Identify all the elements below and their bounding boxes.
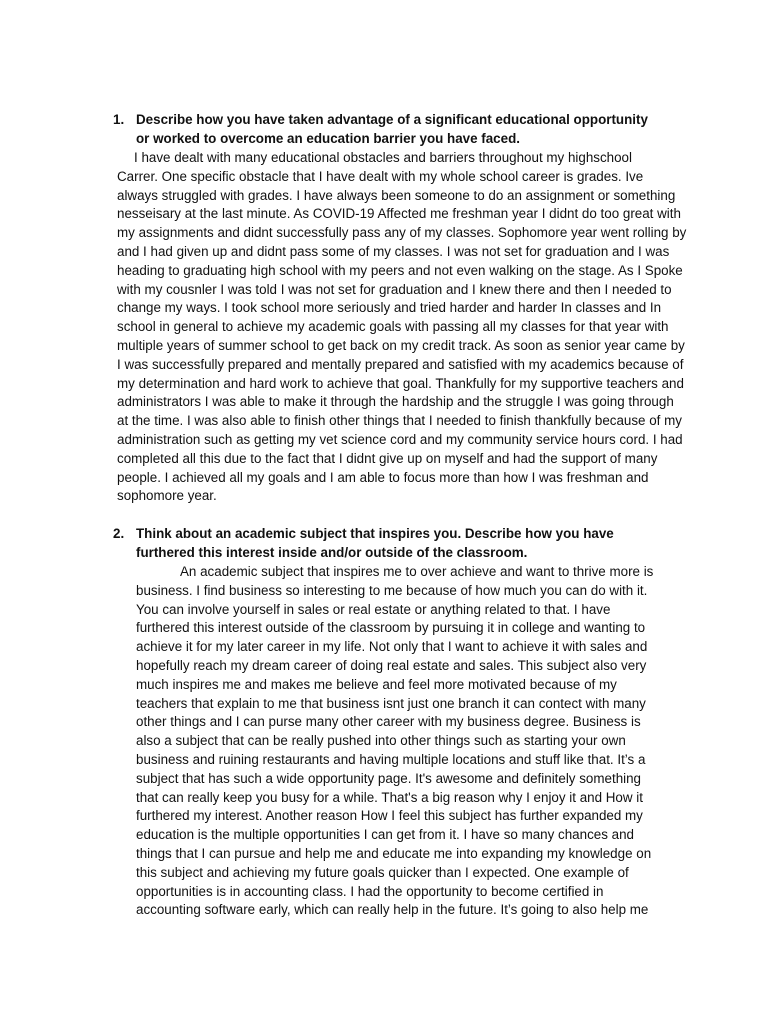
answer-line: much inspires me and makes me believe and feel more motivated because of my <box>136 676 617 692</box>
answer-line: that can really keep you busy for a while. That's a big reason why I enjoy it and How it <box>136 789 643 805</box>
answer-line: heading to graduating high school with my peers and not even walking on the stage. As I Spoke <box>117 262 683 278</box>
answer-line: furthered my interest. Another reason How I feel this subject has further expanded my <box>136 808 643 824</box>
answer-line: accounting software early, which can really help in the future. It’s going to also help me <box>136 902 649 918</box>
answer-line: administrators I was able to make it through the hardship and the struggle I was going through <box>117 394 674 410</box>
answer-line: things that I can pursue and help me and educate me into expanding my knowledge on <box>136 845 652 861</box>
answer-line: people. I achieved all my goals and I am able to focus more than how I was freshman and <box>117 469 649 485</box>
prompt-line: Think about an academic subject that inspires you. Describe how you have <box>136 526 614 541</box>
answer-line: teachers that explain to me that business isnt just one branch it can contect with many <box>136 695 646 711</box>
answer-line: furthered this interest outside of the classroom by pursuing it in college and wanting to <box>136 620 646 636</box>
answer-line: nesseisary at the last minute. As COVID-19 Affected me freshman year I didnt do too great with <box>117 206 681 222</box>
answer-line: with my cousnler I was told I was not set for graduation and I knew there and then I needed to <box>117 281 672 297</box>
answer-line: other things and I can purse many other career with my business degree. Business is <box>136 714 641 730</box>
answer-line: You can involve yourself in sales or real estate or anything related to that. I have <box>136 601 611 617</box>
answer-line: school in general to achieve my academic goals with passing all my classes for that year with <box>117 319 669 335</box>
answer-line: sophomore year. <box>117 488 217 504</box>
answer-line: always struggled with grades. I have always been someone to do an assignment or something <box>117 187 676 203</box>
answer-line: administration such as getting my vet science cord and my community service hours cord. I had <box>117 431 683 447</box>
prompt-line: or worked to overcome an education barrier you have faced. <box>136 130 520 146</box>
answer-line: this subject and achieving my future goals quicker than I expected. One example of <box>136 864 629 880</box>
answer-line: opportunities is in accounting class. I had the opportunity to become certified in <box>136 883 604 899</box>
answer-line: and I had given up and didnt pass some of my classes. I was not set for graduation and I was <box>117 243 670 259</box>
question-number: 2. <box>113 526 125 541</box>
answer-paragraph <box>117 149 686 506</box>
prompt-line: Describe how you have taken advantage of a significant educational opportunity <box>136 112 648 127</box>
question-number: 1. <box>113 112 125 127</box>
answer-line: at the time. I was also able to finish other things that I needed to finish thankfully because of my <box>117 413 682 429</box>
answer-line: change my ways. I took school more seriously and tried harder and harder In classes and In <box>117 300 662 316</box>
answer-line: business and ruining restaurants and having multiple locations and stuff like that. It’s a <box>136 751 646 767</box>
answer-line: multiple years of summer school to get back on my credit track. As soon as senior year came by <box>117 337 685 353</box>
question-prompt <box>136 525 676 563</box>
answer-line: Carrer. One specific obstacle that I have dealt with my whole school career is grades. Ive <box>117 168 644 184</box>
answer-line: achieve it for my later career in my life. Not only that I want to achieve it with sales and <box>136 639 648 655</box>
prompt-line: furthered this interest inside and/or outside of the classroom. <box>136 544 528 560</box>
answer-line: education is the multiple opportunities I can get from it. I have so many chances and <box>136 827 634 843</box>
answer-line: completed all this due to the fact that I didnt give up on myself and had the support of many <box>117 450 658 466</box>
answer-line: An academic subject that inspires me to over achieve and want to thrive more is <box>180 564 654 579</box>
answer-line: business. I find business so interesting to me because of how much you can do with it. <box>136 582 648 598</box>
answer-line: I was successfully prepared and mentally prepared and satisfied with my academics because of <box>117 356 684 372</box>
question-prompt <box>136 111 676 149</box>
answer-paragraph <box>136 563 653 920</box>
answer-line: my assignments and didnt successfully pass any of my classes. Sophomore year went rolling by <box>117 225 687 241</box>
answer-line: my determination and hard work to achieve that goal. Thankfully for my supportive teachers and <box>117 375 684 391</box>
answer-line: hopefully reach my dream career of doing real estate and sales. This subject also very <box>136 657 647 673</box>
answer-line: I have dealt with many educational obstacles and barriers throughout my highschool <box>134 150 632 165</box>
answer-line: subject that has such a wide opportunity page. It's awesome and definitely something <box>136 770 642 786</box>
answer-line: also a subject that can be really pushed into other things such as starting your own <box>136 733 626 749</box>
